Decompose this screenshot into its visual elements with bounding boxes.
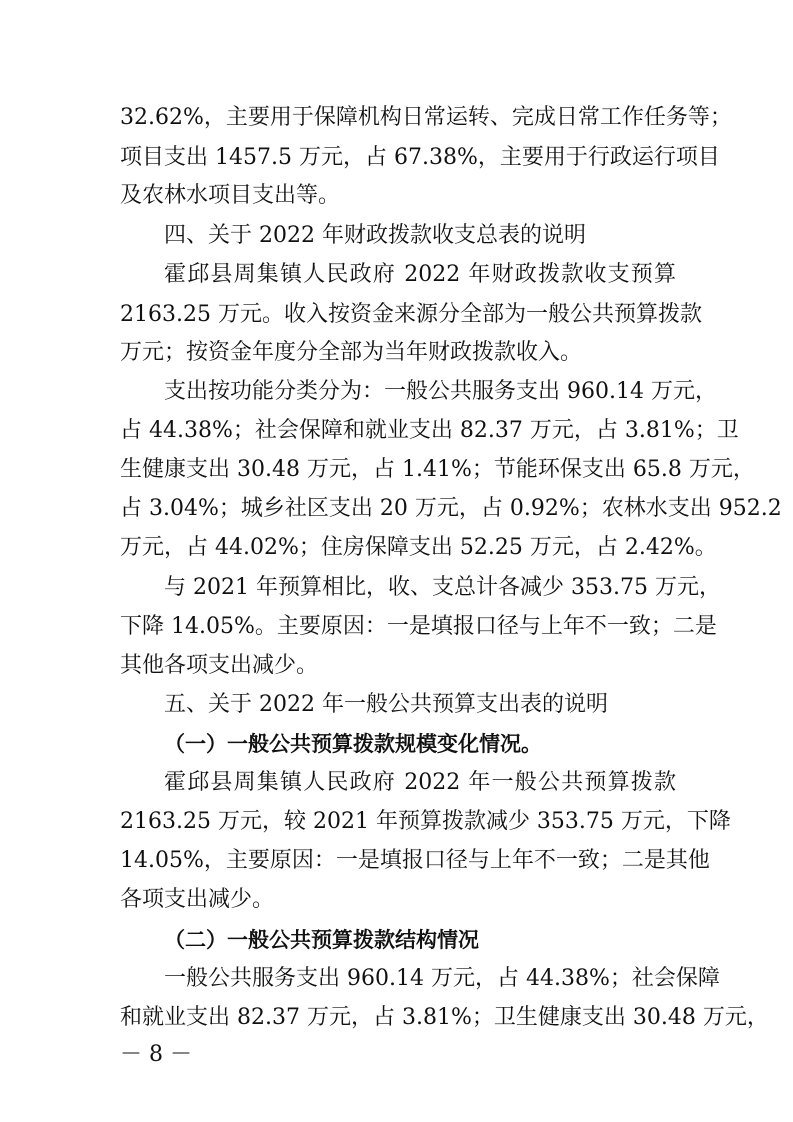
paragraph-line: 32.62%，主要用于保障机构日常运转、完成日常工作任务等；	[120, 105, 732, 130]
paragraph-line: 一般公共服务支出 960.14 万元，占 44.38%；社会保障	[164, 966, 720, 991]
subsection-heading-1: （一）一般公共预算拨款规模变化情况。	[164, 732, 542, 756]
paragraph-line: 2163.25 万元。收入按资金来源分全部为一般公共预算拨款	[120, 302, 702, 327]
subsection-heading-2: （二）一般公共预算拨款结构情况	[164, 928, 479, 952]
paragraph-line: 2163.25 万元，较 2021 年预算拨款减少 353.75 万元，下降	[120, 809, 731, 834]
paragraph-line: 万元；按资金年度分全部为当年财政拨款收入。	[120, 340, 583, 365]
paragraph-line: 占 3.04%；城乡社区支出 20 万元，占 0.92%；农林水支出 952.2	[120, 496, 782, 521]
paragraph-line: 14.05%，主要原因：一是填报口径与上年不一致；二是其他	[120, 848, 710, 873]
paragraph-line: 万元，占 44.02%；住房保障支出 52.25 万元，占 2.42%。	[120, 535, 717, 560]
paragraph-line: 生健康支出 30.48 万元，占 1.41%；节能环保支出 65.8 万元，	[120, 457, 755, 482]
paragraph-line: 其他各项支出减少。	[120, 653, 319, 678]
paragraph-line: 支出按功能分类分为：一般公共服务支出 960.14 万元，	[164, 379, 717, 404]
paragraph-line: 和就业支出 82.37 万元，占 3.81%；卫生健康支出 30.48 万元，	[120, 1005, 769, 1030]
paragraph-line: 霍邱县周集镇人民政府 2022 年财政拨款收支预算	[164, 262, 676, 287]
section-heading-4: 四、关于 2022 年财政拨款收支总表的说明	[164, 223, 586, 248]
paragraph-line: 各项支出减少。	[120, 887, 275, 912]
page-number: － 8 －	[120, 1042, 192, 1067]
paragraph-line: 占 44.38%；社会保障和就业支出 82.37 万元，占 3.81%；卫	[120, 418, 739, 443]
section-heading-5: 五、关于 2022 年一般公共预算支出表的说明	[164, 692, 608, 717]
paragraph-line: 与 2021 年预算相比，收、支总计各减少 353.75 万元，	[164, 575, 721, 600]
paragraph-line: 及农林水项目支出等。	[120, 183, 341, 208]
paragraph-line: 项目支出 1457.5 万元，占 67.38%，主要用于行政运行项目	[120, 145, 720, 170]
paragraph-line: 下降 14.05%。主要原因：一是填报口径与上年不一致；二是	[120, 614, 717, 639]
paragraph-line: 霍邱县周集镇人民政府 2022 年一般公共预算拨款	[164, 770, 676, 795]
